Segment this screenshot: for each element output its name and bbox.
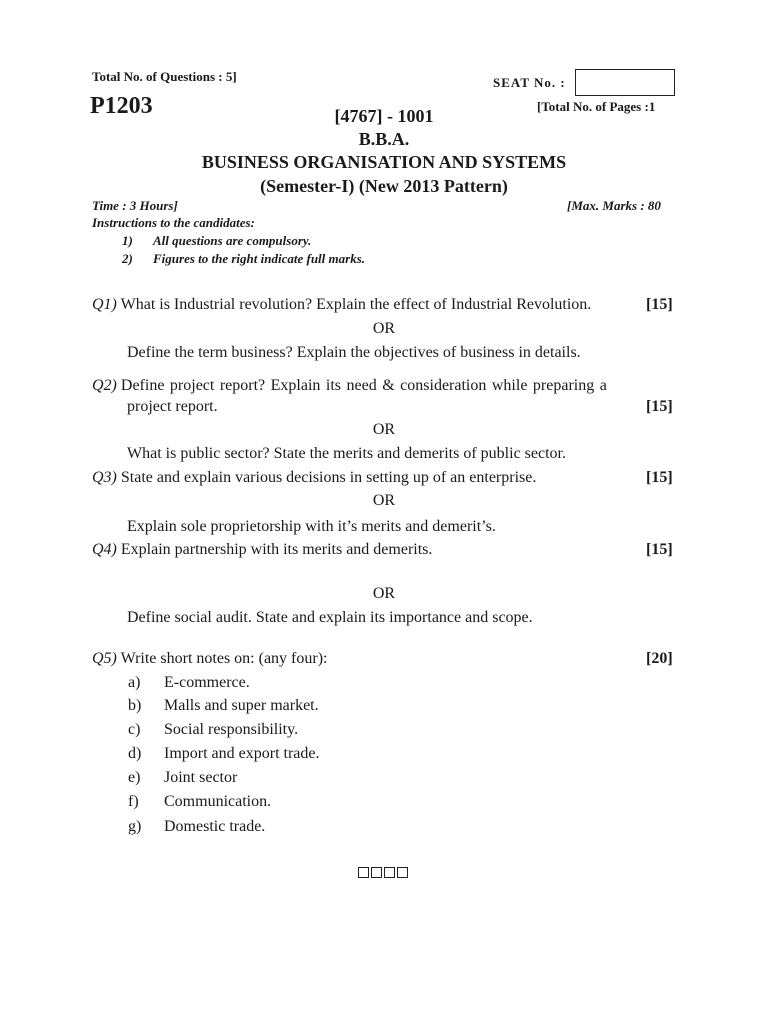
semester-title: (Semester-I) (New 2013 Pattern)	[260, 176, 508, 196]
square-icon	[397, 867, 408, 878]
question-alternative: Define social audit. State and explain its importance and scope.	[127, 609, 533, 626]
question-3	[92, 469, 536, 487]
exam-code: [4767] - 1001	[334, 106, 434, 126]
instruction-number: 1)	[122, 233, 133, 248]
or-separator: OR	[372, 585, 396, 602]
or-separator: OR	[372, 492, 396, 509]
question-marks: [15]	[646, 296, 673, 313]
total-pages: [Total No. of Pages :1	[537, 99, 656, 114]
instructions-title: Instructions to the candidates:	[92, 215, 255, 230]
note-item: Social responsibility.	[164, 721, 299, 738]
or-separator: OR	[372, 421, 396, 438]
instruction-number: 2)	[122, 251, 133, 266]
note-letter: e)	[128, 769, 141, 786]
question-marks: [15]	[646, 469, 673, 486]
square-icon	[384, 867, 395, 878]
question-marks: [15]	[646, 398, 673, 415]
instruction-text: All questions are compulsory.	[153, 233, 312, 248]
paper-code: P1203	[90, 93, 153, 119]
question-text: Write short notes on: (any four):	[120, 650, 328, 667]
question-alternative: Define the term business? Explain the objectives of business in details.	[127, 344, 581, 361]
note-letter: c)	[128, 721, 141, 738]
instruction-text: Figures to the right indicate full marks.	[153, 251, 366, 266]
question-5	[92, 650, 327, 668]
square-icon	[371, 867, 382, 878]
question-1	[92, 296, 591, 314]
note-item: Malls and super market.	[164, 697, 319, 714]
question-alternative: Explain sole proprietorship with it’s merits and demerit’s.	[127, 518, 496, 535]
note-item: Joint sector	[164, 769, 238, 786]
note-letter: g)	[128, 818, 142, 835]
question-text: Explain partnership with its merits and demerits.	[120, 541, 433, 558]
note-item: Communication.	[164, 793, 272, 810]
question-label: Q5)	[92, 650, 117, 667]
question-2	[92, 377, 607, 395]
question-label: Q4)	[92, 541, 117, 558]
note-letter: b)	[128, 697, 142, 714]
question-marks: [20]	[646, 650, 673, 667]
total-questions: Total No. of Questions : 5]	[92, 69, 237, 84]
question-text-continued: project report.	[127, 398, 218, 415]
seat-number-box[interactable]	[575, 69, 675, 96]
question-text: Define project report? Explain its need & consideration while preparing a	[120, 377, 607, 394]
note-letter: f)	[128, 793, 139, 810]
question-alternative: What is public sector? State the merits and demerits of public sector.	[127, 445, 566, 462]
end-of-paper-mark	[357, 867, 409, 878]
note-letter: d)	[128, 745, 142, 762]
seat-label: SEAT No. :	[493, 75, 566, 90]
note-letter: a)	[128, 674, 141, 691]
question-text: What is Industrial revolution? Explain the effect of Industrial Revolution.	[120, 296, 592, 313]
question-label: Q2)	[92, 377, 117, 394]
time-label: Time : 3 Hours]	[92, 198, 178, 213]
subject-title: BUSINESS ORGANISATION AND SYSTEMS	[201, 152, 567, 172]
note-item: Import and export trade.	[164, 745, 320, 762]
question-text: State and explain various decisions in setting up of an enterprise.	[120, 469, 537, 486]
course-title: B.B.A.	[358, 129, 410, 149]
note-item: Domestic trade.	[164, 818, 266, 835]
question-4	[92, 541, 432, 559]
or-separator: OR	[372, 320, 396, 337]
max-marks: [Max. Marks : 80	[567, 198, 661, 213]
question-label: Q3)	[92, 469, 117, 486]
question-marks: [15]	[646, 541, 673, 558]
note-item: E-commerce.	[164, 674, 250, 691]
square-icon	[358, 867, 369, 878]
question-label: Q1)	[92, 296, 117, 313]
